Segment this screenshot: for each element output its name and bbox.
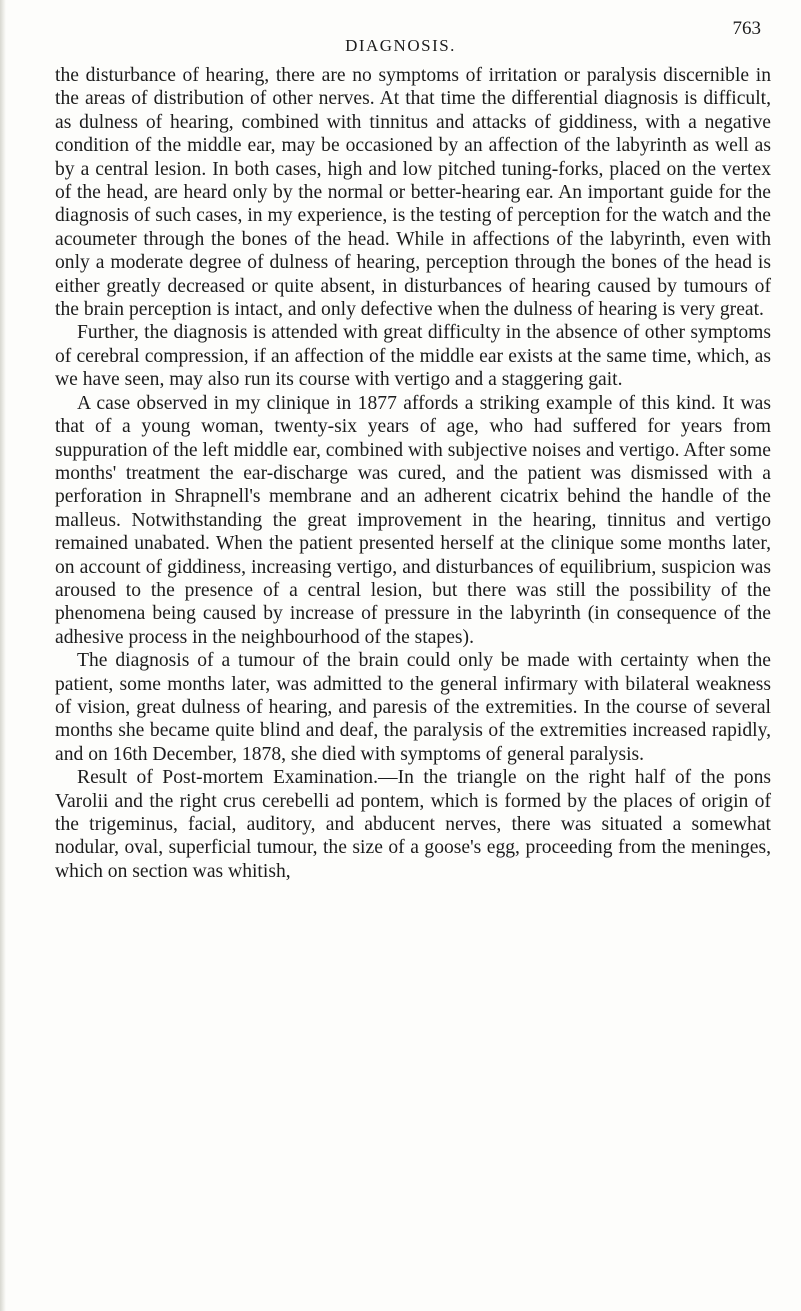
running-head: DIAGNOSIS. bbox=[345, 36, 456, 55]
page-number: 763 bbox=[732, 18, 761, 39]
paragraph: Result of Post-mortem Examination.—In the triangle on the right half of the pons Varolii and the right crus cerebelli ad pontem, which is formed by the places of origin of the trigeminus, facial, auditory, and abducent nerves, there was situated a somewhat nodular, oval, superficial tumour, the size of a goose's egg, proceeding from the meninges, which on section was whitish, bbox=[55, 767, 771, 882]
page-binding-edge bbox=[0, 0, 6, 1311]
paragraph-continuation: the disturbance of hearing, there are no symptoms of irritation or paralysis discernible in the areas of distribution of other nerves. At that time the differential diagnosis is difficult, as dulness of hearing, combined with tinnitus and attacks of giddiness, with a negative condition of the middle ear, may be occasioned by an affection of the labyrinth as well as by a central lesion. In both cases, high and low pitched tuning-forks, placed on the vertex of the head, are heard only by the normal or better-hearing ear. An important guide for the diagnosis of such cases, in my experience, is the testing of perception for the watch and the acoumeter through the bones of the head. While in affections of the labyrinth, even with only a moderate degree of dulness of hearing, perception through the bones of the head is either greatly decreased or quite absent, in disturbances of hearing caused by tumours of the brain perception is intact, and only defective when the dulness of hearing is very great. bbox=[55, 65, 771, 321]
paragraph: Further, the diagnosis is attended with great difficulty in the absence of other symptoms of cerebral compression, if an affection of the middle ear exists at the same time, which, as we have seen, may also run its course with vertigo and a staggering gait. bbox=[55, 322, 771, 391]
body-text bbox=[55, 64, 771, 883]
paragraph: The diagnosis of a tumour of the brain could only be made with certainty when the patient, some months later, was admitted to the general infirmary with bilateral weakness of vision, great dulness of hearing, and paresis of the extremities. In the course of several months she became quite blind and deaf, the paralysis of the extremities increased rapidly, and on 16th December, 1878, she died with symptoms of general paralysis. bbox=[55, 650, 771, 765]
paragraph: A case observed in my clinique in 1877 affords a striking example of this kind. It was that of a young woman, twenty-six years of age, who had suffered for years from suppuration of the left middle ear, combined with subjective noises and vertigo. After some months' treatment the ear-discharge was cured, and the patient was dismissed with a perforation in Shrapnell's membrane and an adherent cicatrix behind the handle of the malleus. Notwithstanding the great improvement in the hearing, tinnitus and vertigo remained unabated. When the patient presented herself at the clinique some months later, on account of giddiness, increasing vertigo, and disturbances of equilibrium, suspicion was aroused to the presence of a central lesion, but there was still the possibility of the phenomena being caused by increase of pressure in the labyrinth (in consequence of the adhesive process in the neighbourhood of the stapes). bbox=[55, 392, 771, 648]
page-header bbox=[0, 18, 801, 58]
